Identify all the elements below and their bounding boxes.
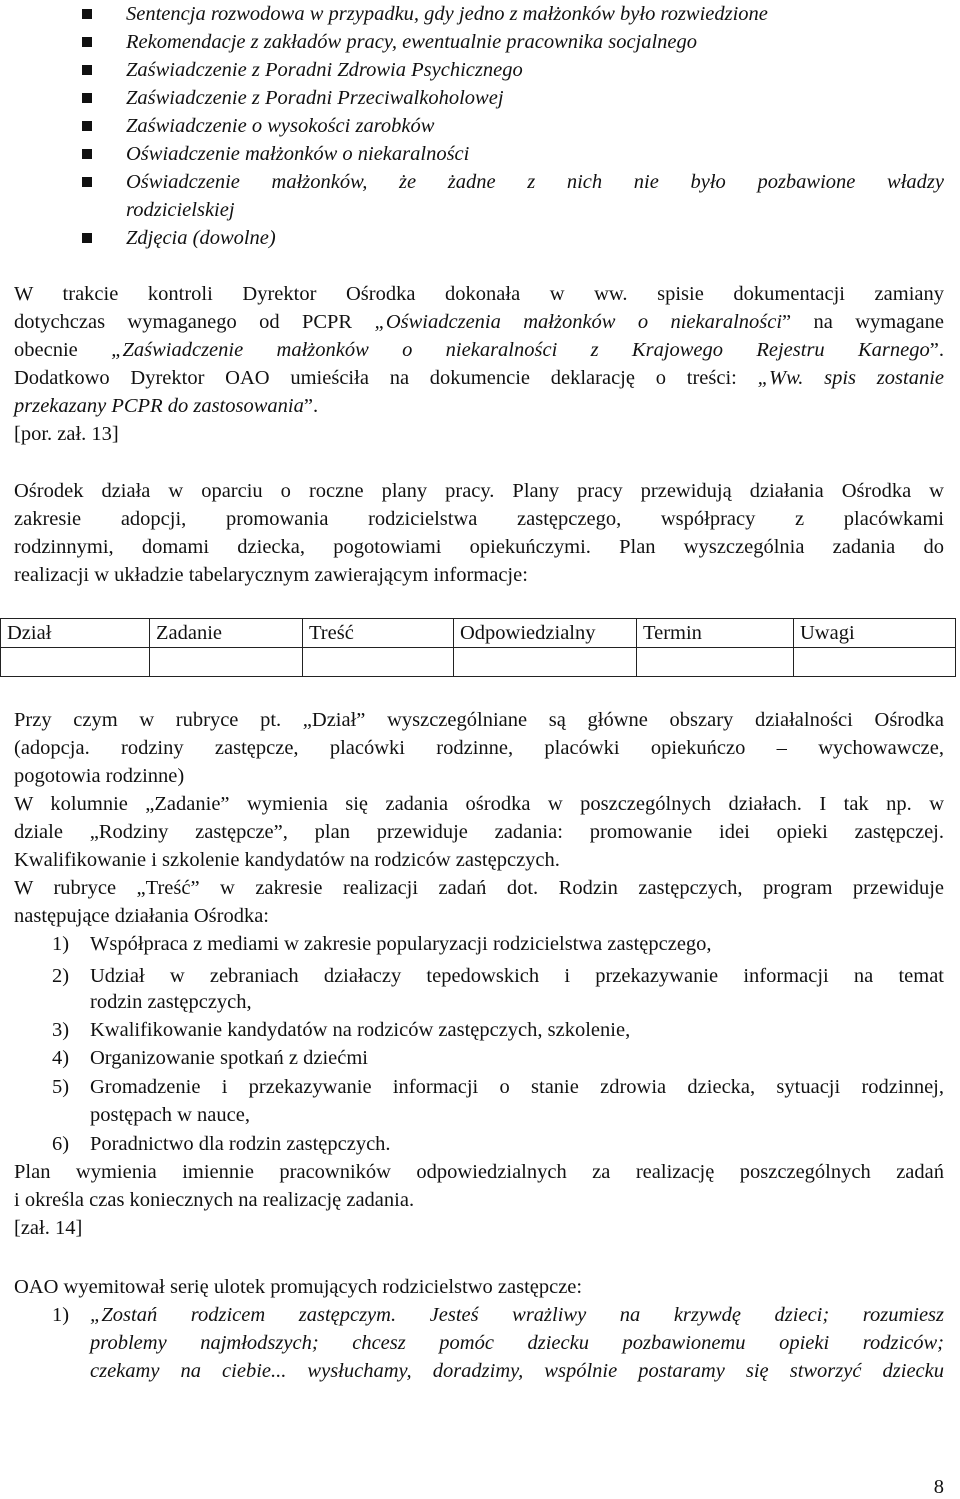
header-cell-zadanie: Zadanie	[150, 619, 303, 648]
text-span: obecnie	[14, 339, 112, 361]
table-cell	[637, 648, 794, 677]
quoted-document-name: „Oświadczenia małżonków o niekaralności	[374, 311, 783, 333]
table-cell	[150, 648, 303, 677]
list-item: Zaświadczenie z Poradni Przeciwalkoholowej	[126, 87, 504, 109]
list-item: Sentencja rozwodowa w przypadku, gdy jedno z małżonków było rozwiedzione	[126, 3, 768, 25]
bullet-icon	[82, 37, 92, 47]
list-item-continuation: postępach w nauce,	[90, 1104, 250, 1126]
list-number: 6)	[52, 1133, 70, 1155]
list-item: Zdjęcia (dowolne)	[126, 227, 276, 249]
attachment-reference: [zał. 14]	[14, 1217, 83, 1239]
paragraph-line	[14, 308, 944, 336]
paragraph-line: i określa czas koniecznych na realizację zadania.	[14, 1189, 415, 1211]
paragraph-line: W trakcie kontroli Dyrektor Ośrodka dokonała w ww. spisie dokumentacji zamiany	[14, 283, 944, 305]
text-span: dotychczas wymaganego od PCPR	[14, 311, 375, 333]
list-item: Zaświadczenie o wysokości zarobków	[126, 115, 435, 137]
header-cell-tresc: Treść	[303, 619, 454, 648]
bullet-icon	[82, 65, 92, 75]
header-cell-termin: Termin	[637, 619, 794, 648]
list-item: Współpraca z mediami w zakresie popularyzacji rodzicielstwa zastępczego,	[90, 933, 712, 955]
text-span: Dodatkowo Dyrektor OAO umieściła na dokumencie deklarację o treści:	[14, 367, 758, 389]
page-number: 8	[933, 1476, 944, 1498]
list-item: Zaświadczenie z Poradni Zdrowia Psychicznego	[126, 59, 523, 81]
text-span: ”.	[303, 395, 319, 417]
list-number: 3)	[52, 1019, 70, 1041]
paragraph-line	[14, 364, 944, 392]
bullet-icon	[82, 93, 92, 103]
paragraph-line: zakresie adopcji, promowania rodzicielstwa zastępczego, współpracy z placówkami	[14, 508, 944, 530]
bullet-icon	[82, 9, 92, 19]
paragraph-line: dziale „Rodziny zastępcze”, plan przewiduje zadania: promowanie idei opieki zastępczej.	[14, 821, 944, 843]
list-item: Rekomendacje z zakładów pracy, ewentualnie pracownika socjalnego	[126, 31, 698, 53]
paragraph-line: W kolumnie „Zadanie” wymienia się zadania ośrodka w poszczególnych działach. I tak np. w	[14, 793, 944, 815]
table-cell	[794, 648, 956, 677]
header-cell-uwagi: Uwagi	[794, 619, 956, 648]
paragraph-line: rodzinnymi, domami dziecka, pogotowiami opiekuńczymi. Plan wyszczególnia zadania do	[14, 536, 944, 558]
plan-table	[0, 618, 956, 677]
table-header-row	[1, 619, 956, 648]
list-number: 4)	[52, 1047, 70, 1069]
list-item: Kwalifikowanie kandydatów na rodziców zastępczych, szkolenie,	[90, 1019, 631, 1041]
list-number: 2)	[52, 965, 70, 987]
list-number: 1)	[52, 1304, 70, 1326]
paragraph-line	[14, 392, 318, 420]
leaflet-quote: czekamy na ciebie... wysłuchamy, doradzimy, wspólnie postaramy się stworzyć dziecku	[90, 1360, 944, 1382]
paragraph-line: (adopcja. rodziny zastępcze, placówki rodzinne, placówki opiekuńczo – wychowawcze,	[14, 737, 944, 759]
paragraph-line: Kwalifikowanie i szkolenie kandydatów na rodziców zastępczych.	[14, 849, 560, 871]
quoted-document-name: „Zaświadczenie małżonków o niekaralności z Krajowego Rejestru Karnego	[111, 339, 930, 361]
paragraph-line: następujące działania Ośrodka:	[14, 905, 269, 927]
table-cell	[454, 648, 637, 677]
bullet-icon	[82, 149, 92, 159]
table-cell	[1, 648, 150, 677]
paragraph-line	[14, 336, 944, 364]
list-item: Poradnictwo dla rodzin zastępczych.	[90, 1133, 391, 1155]
bullet-icon	[82, 121, 92, 131]
list-item: Organizowanie spotkań z dziećmi	[90, 1047, 368, 1069]
list-item-continuation: rodzicielskiej	[126, 199, 235, 221]
list-number: 1)	[52, 933, 70, 955]
paragraph-line: Ośrodek działa w oparciu o roczne plany pracy. Plany pracy przewidują działania Ośrodka w	[14, 480, 944, 502]
paragraph-line: realizacji w układzie tabelarycznym zawierającym informacje:	[14, 564, 528, 586]
header-cell-odpowiedzialny: Odpowiedzialny	[454, 619, 637, 648]
list-item-continuation: rodzin zastępczych,	[90, 991, 252, 1013]
text-span: ” na wymagane	[782, 311, 945, 333]
paragraph-line: pogotowia rodzinne)	[14, 765, 185, 787]
paragraph-line: W rubryce „Treść” w zakresie realizacji zadań dot. Rodzin zastępczych, program przewiduje	[14, 877, 944, 899]
leaflet-quote: problemy najmłodszych; chcesz pomóc dziecku pozbawionemu opieki rodziców;	[90, 1332, 944, 1354]
paragraph-line: Przy czym w rubryce pt. „Dział” wyszczególniane są główne obszary działalności Ośrodka	[14, 709, 944, 731]
attachment-reference: [por. zał. 13]	[14, 423, 119, 445]
paragraph-line: OAO wyemitował serię ulotek promujących rodzicielstwo zastępcze:	[14, 1276, 583, 1298]
table-cell	[303, 648, 454, 677]
bullet-icon	[82, 233, 92, 243]
list-item: Oświadczenie małżonków, że żadne z nich nie było pozbawione władzy	[126, 171, 944, 193]
header-cell-dzial: Dział	[1, 619, 150, 648]
list-item: Udział w zebraniach działaczy tepedowskich i przekazywanie informacji na temat	[90, 965, 944, 987]
declaration-quote: „Ww. spis zostanie	[757, 367, 944, 389]
leaflet-quote: „Zostań rodzicem zastępczym. Jesteś wrażliwy na krzywdę dzieci; rozumiesz	[90, 1304, 944, 1326]
text-span: ”.	[929, 339, 944, 361]
table-row	[1, 648, 956, 677]
list-item: Gromadzenie i przekazywanie informacji o stanie zdrowia dziecka, sytuacji rodzinnej,	[90, 1076, 944, 1098]
declaration-quote: przekazany PCPR do zastosowania	[14, 395, 304, 417]
bullet-icon	[82, 177, 92, 187]
paragraph-line: Plan wymienia imiennie pracowników odpowiedzialnych za realizację poszczególnych zadań	[14, 1161, 944, 1183]
list-number: 5)	[52, 1076, 70, 1098]
list-item: Oświadczenie małżonków o niekaralności	[126, 143, 470, 165]
